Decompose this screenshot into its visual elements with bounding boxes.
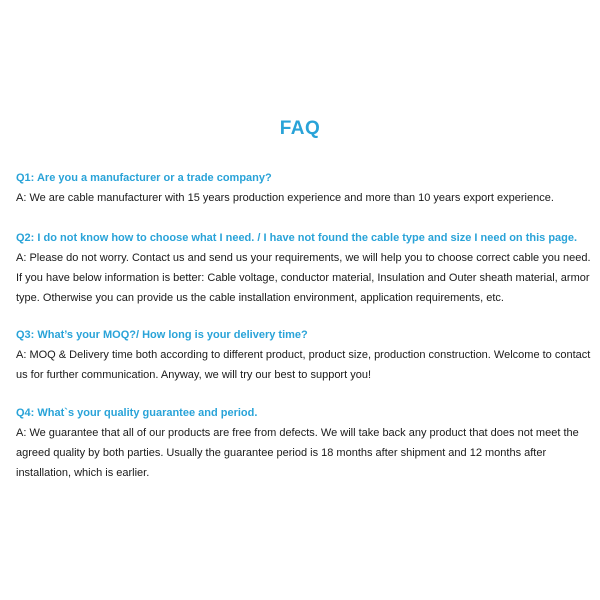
page-title: FAQ bbox=[279, 118, 321, 139]
faq-question: Q4: What`s your quality guarantee and period. bbox=[16, 407, 258, 419]
faq-item bbox=[16, 325, 596, 385]
faq-answer: A: MOQ & Delivery time both according to different product, product size, production construction. Welcome to contact us for further communication. Anyway, we will try our best to support you! bbox=[16, 349, 591, 381]
faq-item bbox=[16, 403, 596, 483]
faq-answer: A: Please do not worry. Contact us and send us your requirements, we will help you to choose correct cable you need. If you have below information is better: Cable voltage, conductor material, Insulation and Outer sheath material, armor type. Otherwise you can provide us the cable installation environment, application requirements, etc. bbox=[16, 252, 591, 304]
faq-item bbox=[16, 168, 596, 208]
faq-question: Q3: What’s your MOQ?/ How long is your delivery time? bbox=[16, 329, 308, 341]
faq-answer: A: We guarantee that all of our products are free from defects. We will take back any product that does not meet the agreed quality by both parties. Usually the guarantee period is 18 months after shipment and 12 months after installation, which is earlier. bbox=[16, 427, 579, 479]
faq-question: Q2: I do not know how to choose what I need. / I have not found the cable type and size I need on this page. bbox=[16, 232, 578, 244]
faq-answer: A: We are cable manufacturer with 15 years production experience and more than 10 years export experience. bbox=[16, 192, 554, 204]
faq-item bbox=[16, 228, 596, 308]
faq-question: Q1: Are you a manufacturer or a trade company? bbox=[16, 172, 272, 184]
